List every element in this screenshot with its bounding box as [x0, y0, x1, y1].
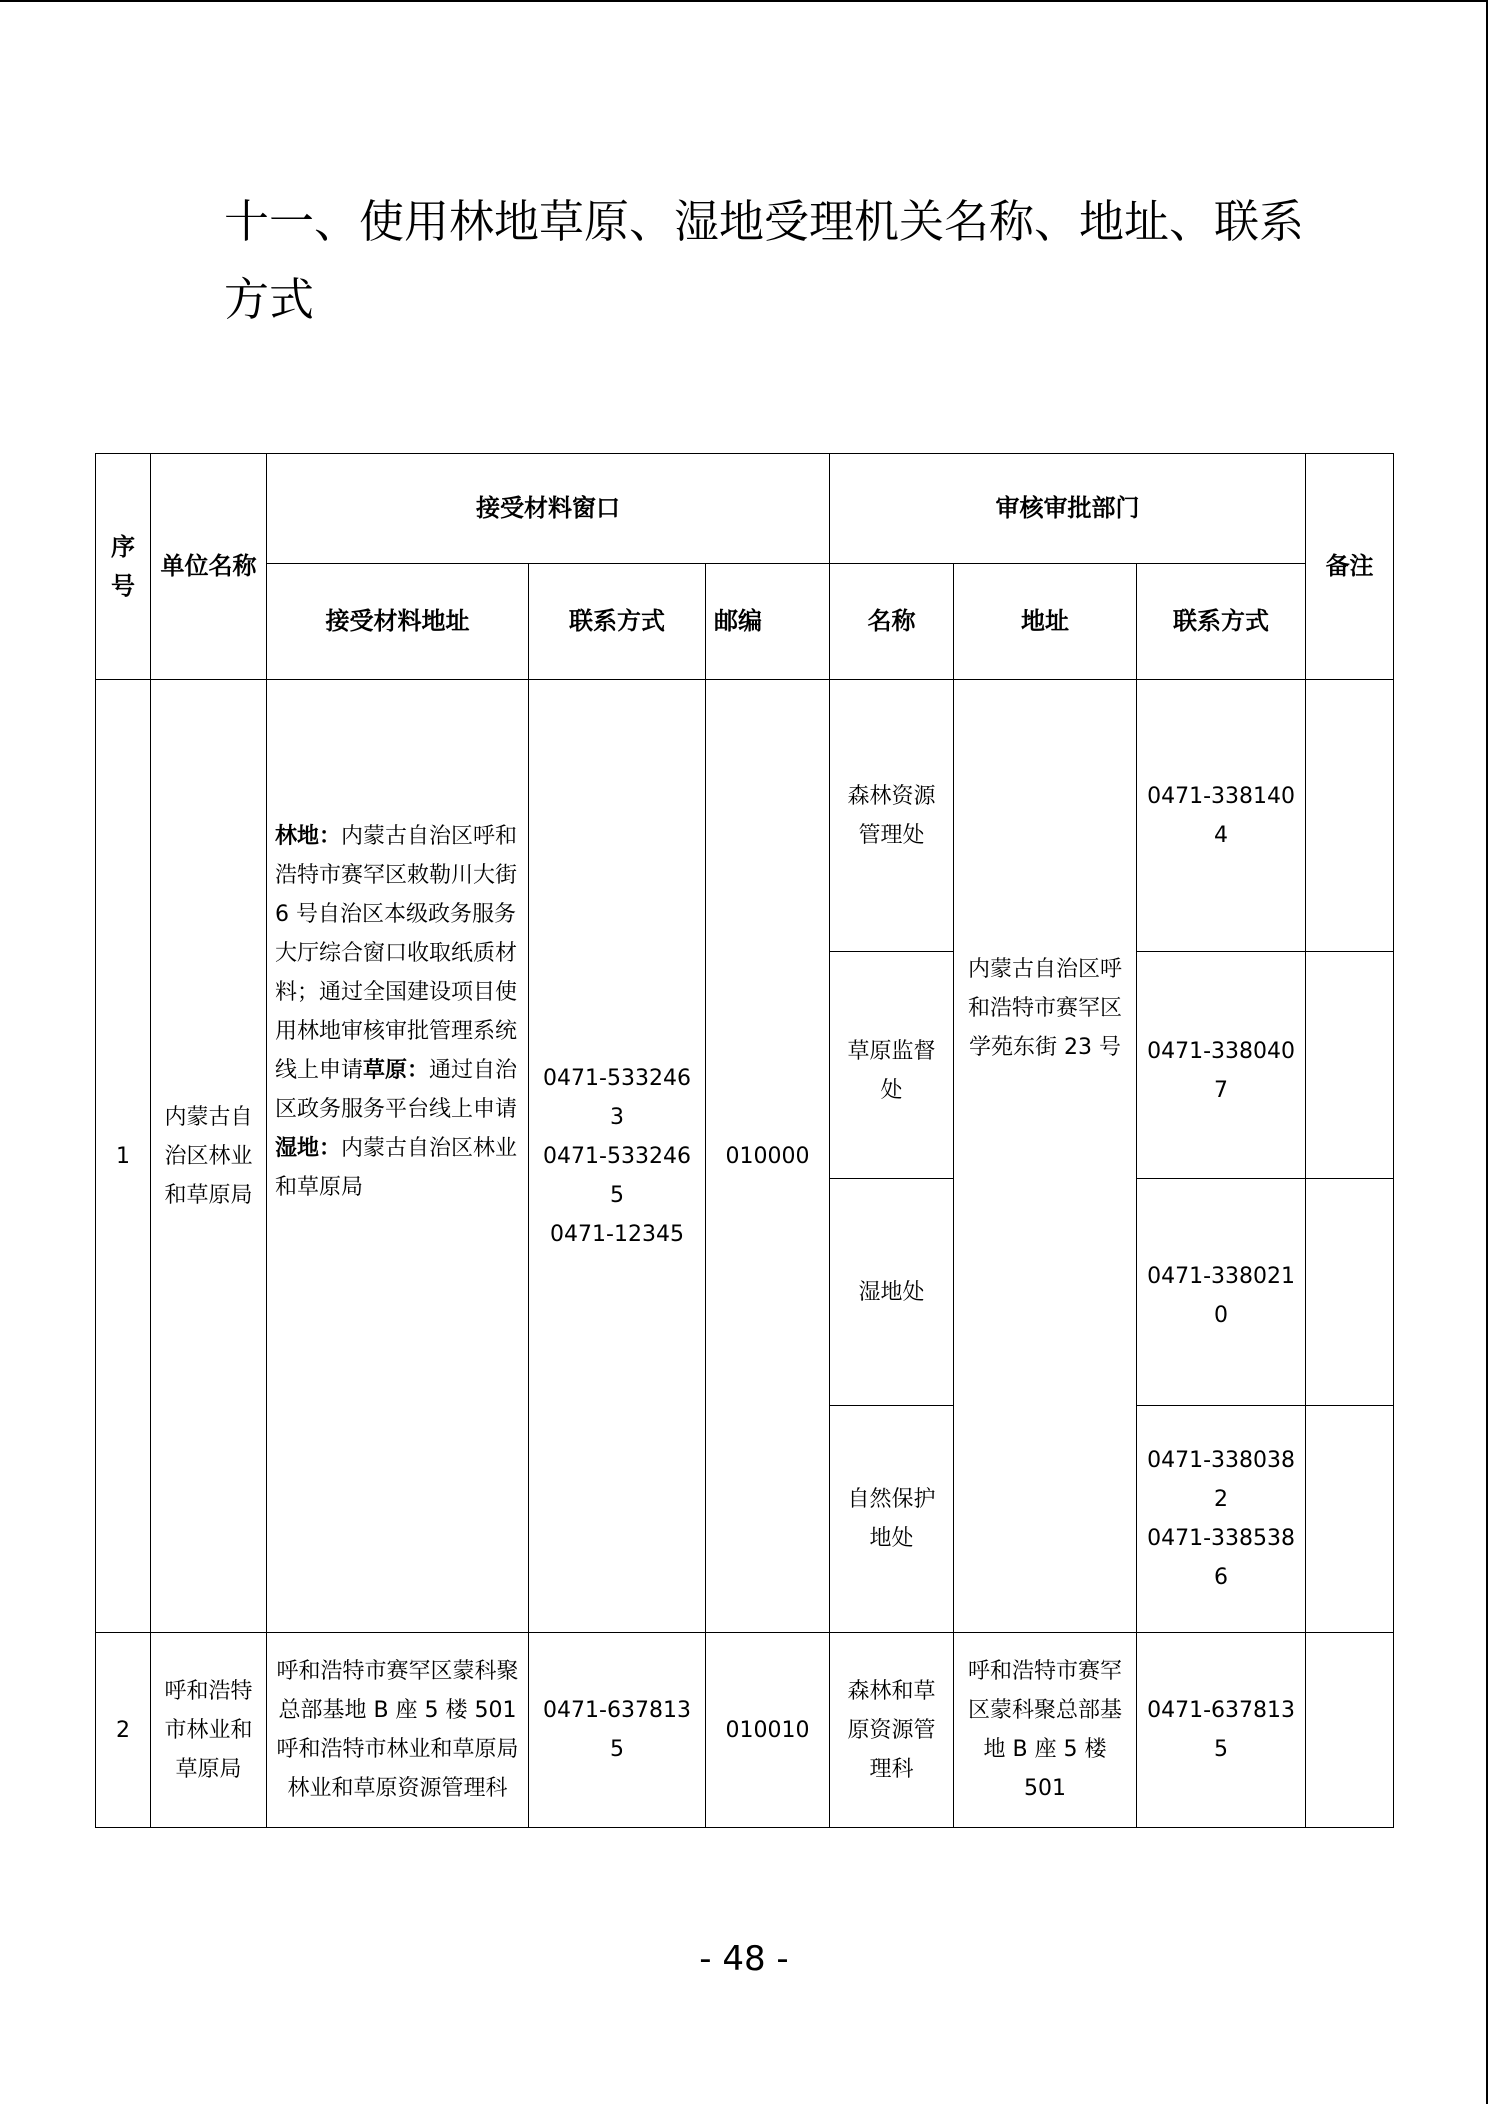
- contact-line: 4: [1214, 822, 1229, 848]
- row1-window-contact: [529, 680, 706, 1633]
- table-row: [96, 1633, 1394, 1828]
- header-review-group: 审核审批部门: [830, 454, 1306, 564]
- row1-seq: 1: [96, 680, 151, 1633]
- header-row-1: [96, 454, 1394, 564]
- row1-remark-4: [1306, 1406, 1394, 1633]
- row2-postcode: 010010: [706, 1633, 830, 1828]
- row2-dept-contact: [1137, 1633, 1306, 1828]
- header-window-contact: 联系方式: [529, 564, 706, 680]
- row1-dept-name-1: 森林资源管理处: [830, 680, 954, 952]
- contact-line: 0471-533246: [543, 1143, 691, 1169]
- row2-remark: [1306, 1633, 1394, 1828]
- wetland-text: 内蒙古自治区林业和草原局: [275, 1136, 518, 1200]
- row1-material-address: [267, 680, 529, 1633]
- contact-line: 0471-338038: [1147, 1448, 1295, 1473]
- header-dept-name: 名称: [830, 564, 954, 680]
- contact-line: 7: [1214, 1078, 1229, 1103]
- row2-unit: 呼和浩特市林业和草原局: [151, 1633, 267, 1828]
- row1-dept-address: 内蒙古自治区呼和浩特市赛罕区学苑东街 23 号: [954, 680, 1137, 1633]
- contact-line: 0471-338021: [1147, 1264, 1295, 1289]
- row2-dept-address: 呼和浩特市赛罕区蒙科聚总部基地 B 座 5 楼 501: [954, 1633, 1137, 1828]
- grass-label: 草原：: [363, 1058, 430, 1083]
- contact-line: 2: [1214, 1487, 1229, 1512]
- grass-text: 通过自治区政务服务平台线上申请: [275, 1058, 518, 1122]
- header-dept-address: 地址: [954, 564, 1137, 680]
- row1-dept-name-3: 湿地处: [830, 1179, 954, 1406]
- row1-dept-contact-3: [1137, 1179, 1306, 1406]
- row2-material-address: 呼和浩特市赛罕区蒙科聚总部基地 B 座 5 楼 501 呼和浩特市林业和草原局林业和草原资源管理科: [267, 1633, 529, 1828]
- contact-line: 0471-338140: [1147, 783, 1295, 809]
- contact-line: 5: [610, 1182, 624, 1208]
- forest-text: 内蒙古自治区呼和浩特市赛罕区敕勒川大街 6 号自治区本级政务服务大厅综合窗口收取纸质材料；通过全国建设项目使用林地审核审批管理系统线上申请: [275, 824, 518, 1083]
- contact-line: 3: [610, 1104, 624, 1130]
- contact-line: 5: [1214, 1737, 1229, 1762]
- header-dept-contact: 联系方式: [1137, 564, 1306, 680]
- row2-dept-name: 森林和草原资源管理科: [830, 1633, 954, 1828]
- header-window-group: 接受材料窗口: [267, 454, 830, 564]
- contact-line: 6: [1214, 1565, 1229, 1590]
- header-remark: 备注: [1306, 454, 1394, 680]
- contact-line: 0471-12345: [550, 1221, 684, 1247]
- page-number: - 48 -: [699, 1939, 789, 1979]
- row2-window-contact: [529, 1633, 706, 1828]
- top-border-line: [0, 0, 1488, 2]
- row2-seq: 2: [96, 1633, 151, 1828]
- contact-line: 0471-637813: [543, 1698, 691, 1723]
- agency-table: [95, 453, 1394, 1828]
- forest-label: 林地：: [275, 824, 342, 849]
- contact-line: 0471-533246: [543, 1065, 691, 1091]
- header-material-address: 接受材料地址: [267, 564, 529, 680]
- header-row-2: [96, 564, 1394, 680]
- header-postcode: 邮编: [706, 564, 830, 680]
- contact-line: 5: [610, 1737, 624, 1762]
- header-unit: 单位名称: [151, 454, 267, 680]
- row1-remark-1: [1306, 680, 1394, 952]
- table-row: [96, 680, 1394, 952]
- contact-line: 0: [1214, 1303, 1229, 1328]
- row1-postcode: 010000: [706, 680, 830, 1633]
- wetland-label: 湿地：: [275, 1136, 342, 1161]
- row1-remark-3: [1306, 1179, 1394, 1406]
- contact-line: 0471-637813: [1147, 1698, 1295, 1723]
- row1-dept-contact-4: [1137, 1406, 1306, 1633]
- row1-dept-contact-2: [1137, 952, 1306, 1179]
- contact-line: 0471-338040: [1147, 1039, 1295, 1064]
- header-seq: 序号: [96, 454, 151, 680]
- page-title: 十一、使用林地草原、湿地受理机关名称、地址、联系方式: [224, 195, 1305, 326]
- row1-unit: 内蒙古自治区林业和草原局: [151, 680, 267, 1633]
- row1-dept-contact-1: [1137, 680, 1306, 952]
- row1-remark-2: [1306, 952, 1394, 1179]
- row1-dept-name-2: 草原监督处: [830, 952, 954, 1179]
- row1-dept-name-4: 自然保护地处: [830, 1406, 954, 1633]
- contact-line: 0471-338538: [1147, 1526, 1295, 1551]
